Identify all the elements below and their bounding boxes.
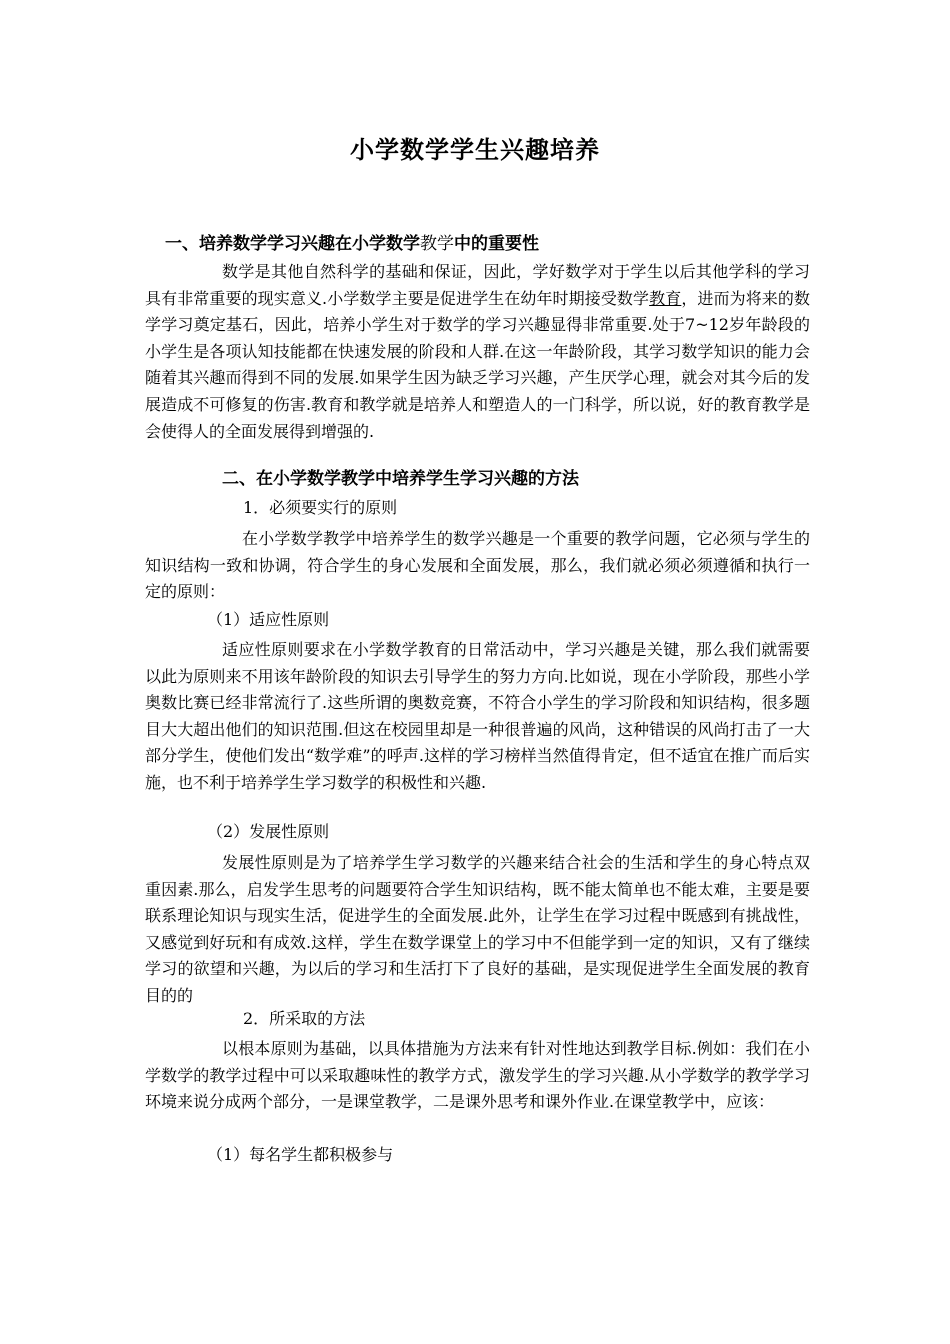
education-link[interactable]: 教育 (649, 288, 682, 308)
section-2-heading: 二、在小学数学教学中培养学生学习兴趣的方法 (222, 469, 579, 489)
subsection-2-paragraph: 以根本原则为基础，以具体措施为方法来有针对性地达到教学目标.例如：我们在小学数学的教学过程中可以采取趣味性的教学方式，激发学生的学习兴趣.从小学数学的教学学习环境来说分成两个部分，一是课堂教学，二是课外思考和课外作业.在课堂教学中，应该： (145, 1039, 810, 1112)
section-1-heading-part-c: 中的重要性 (454, 234, 539, 254)
document-title: 小学数学学生兴趣培养 (350, 135, 600, 164)
section-1-paragraph-text-b: ，进而为将来的数学学习奠定基石，因此，培养小学生对于数学的学习兴趣显得非常重要.处于7~12岁年龄段的小学生是各项认知技能都在快速发展的阶段和人群.在这一年龄阶段，其学习数学知识的能力会随着其兴趣而得到不同的发展.如果学生因为缺乏学习兴趣，产生厌学心理，就会对其今后的发展造成不可修复的伤害.教育和教学就是培养人和塑造人的一门科学，所以说，好的教育教学是会使得人的全面发展得到增强的. (145, 288, 810, 441)
principle-2-heading: （2）发展性原则 (207, 822, 330, 841)
section-1-paragraph (145, 259, 810, 445)
section-1-paragraph-text-a: 数学是其他自然科学的基础和保证，因此，学好数学对于学生以后其他学科的学习具有非常重要的现实意义.小学数学主要是促进学生在幼年时期接受数学 (145, 262, 810, 308)
principle-2-paragraph: 发展性原则是为了培养学生学习数学的兴趣来结合社会的生活和学生的身心特点双重因素.那么，启发学生思考的问题要符合学生知识结构，既不能太简单也不能太难，主要是要联系理论知识与现实生活，促进学生的全面发展.此外，让学生在学习过程中既感到有挑战性，又感觉到好玩和有成效.这样，学生在数学课堂上的学习中不但能学到一定的知识，又有了继续学习的欲望和兴趣，为以后的学习和生活打下了良好的基础，是实现促进学生全面发展的教育目的的 (145, 853, 810, 1005)
principle-1-heading: （1）适应性原则 (207, 610, 330, 629)
section-1-heading-part-b: 教学 (420, 234, 454, 254)
subsection-1-paragraph: 在小学数学教学中培养学生的数学兴趣是一个重要的教学问题，它必须与学生的知识结构一致和协调，符合学生的身心发展和全面发展，那么，我们就必须必须遵循和执行一定的原则： (145, 529, 810, 602)
principle-1-paragraph: 适应性原则要求在小学数学教育的日常活动中，学习兴趣是关键，那么我们就需要以此为原则来不用该年龄阶段的知识去引导学生的努力方向.比如说，现在小学阶段，那些小学奥数比赛已经非常流行了.这些所谓的奥数竞赛，不符合小学生的学习阶段和知识结构，很多题目大大超出他们的知识范围.但这在校园里却是一种很普遍的风尚，这种错误的风尚打击了一大部分学生，使他们发出“数学难”的呼声.这样的学习榜样当然值得肯定，但不适宜在推广而后实施，也不利于培养学生学习数学的积极性和兴趣. (145, 640, 810, 792)
section-1-heading (165, 231, 539, 257)
subsection-2-heading: 2．所采取的方法 (243, 1009, 366, 1028)
subsection-1-heading: 1．必须要实行的原则 (243, 498, 398, 517)
method-1-heading: （1）每名学生都积极参与 (207, 1145, 394, 1164)
section-1-heading-part-a: 一、培养数学学习兴趣在小学数学 (165, 234, 420, 254)
